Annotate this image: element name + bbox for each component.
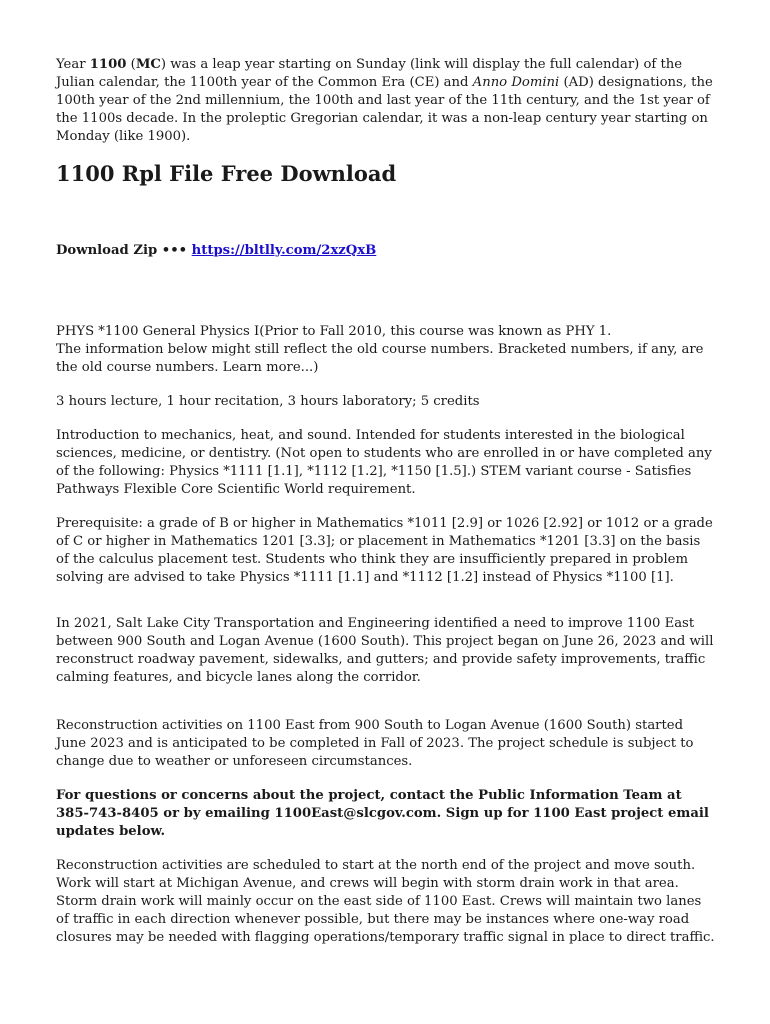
course-header-paragraph (56, 323, 716, 377)
download-label: Download Zip ••• (56, 243, 188, 258)
course-prerequisite: Prerequisite: a grade of B or higher in Mathematics *1011 [2.9] or 1026 [2.92] or 1012 or a grade of C or higher in Mathematics 1201 [3.3]; or placement in Mathematics *1201 [3.3] on the basis of the calculus placement test. Students who think they are insufficiently prepared in problem solving are advised to take Physics *1111 [1.1] and *1112 [1.2] instead of Physics *1100 [1]. (56, 516, 713, 585)
course-description: Introduction to mechanics, heat, and sound. Intended for students interested in the biological sciences, medicine, or dentistry. (Not open to students who are enrolled in or have completed any of the following: Physics *1111 [1.1], *1112 [1.2], *1150 [1.5].) STEM variant course - Satisfies Pathways Flexible Core Scientific World requirement. (56, 428, 712, 497)
roman-open: ( (130, 57, 136, 72)
page-title: 1100 Rpl File Free Download (56, 161, 397, 186)
intro-text-a: ) was a leap year starting on Sunday (link will display the full calendar) of the Julian calendar, the 1100th year of the Common Era (CE) and (56, 57, 683, 90)
course-note: The information below might still reflect the old course numbers. Bracketed numbers, if any, are the old course numbers. Learn more...) (56, 342, 704, 375)
year-label: Year (56, 57, 86, 72)
project-paragraph-3: Reconstruction activities are scheduled to start at the north end of the project and move south. Work will start at Michigan Avenue, and crews will begin with storm drain work in that area. Storm drain work will mainly occur on the east side of 1100 East. Crews will maintain two lanes of traffic in each direction whenever possible, but there may be instances where one-way road closures may be needed with flagging operations/temporary traffic signal in place to direct traffic. (56, 858, 715, 945)
course-hours: 3 hours lecture, 1 hour recitation, 3 hours laboratory; 5 credits (56, 394, 480, 409)
year-number: 1100 (89, 57, 127, 72)
roman-numeral: MC (135, 57, 161, 72)
project-paragraph-1: In 2021, Salt Lake City Transportation and Engineering identified a need to improve 1100 East between 900 South and Logan Avenue (1600 South). This project began on June 26, 2023 and will reconstruct roadway pavement, sidewalks, and gutters; and provide safety improvements, traffic calming features, and bicycle lanes along the corridor. (56, 616, 714, 685)
project-contact: For questions or concerns about the project, contact the Public Information Team at 385-743-8405 or by emailing 1100East@slcgov.com. Sign up for 1100 East project email updates below. (56, 788, 709, 839)
spacer (56, 260, 716, 323)
anno-domini: Anno Domini (472, 75, 560, 90)
course-title-line: PHYS *1100 General Physics I(Prior to Fall 2010, this course was known as PHY 1. (56, 324, 612, 339)
intro-text-b: (AD) designations, the 100th year of the 2nd millennium, the 100th and last year of the 11th century, and the 1st year of the 1100s decade. In the proleptic Gregorian calendar, it was a non-leap century year starting on Monday (like 1900). (56, 75, 713, 144)
intro-paragraph (56, 56, 716, 146)
download-link[interactable]: https://bltlly.com/2xzQxB (191, 243, 377, 258)
project-paragraph-2: Reconstruction activities on 1100 East from 900 South to Logan Avenue (1600 South) started June 2023 and is anticipated to be completed in Fall of 2023. The project schedule is subject to change due to weather or unforeseen circumstances. (56, 718, 694, 769)
document-page (56, 56, 716, 963)
download-line (56, 242, 716, 260)
